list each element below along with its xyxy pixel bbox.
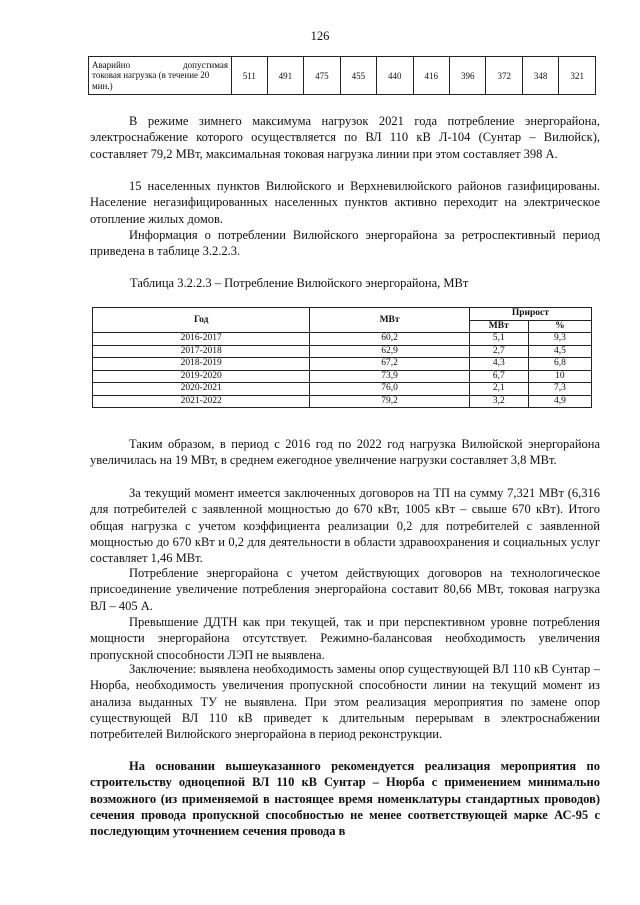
paragraph: В режиме зимнего максимума нагрузок 2021 года потребление энергорайона, электроснабжение которого осуществляется по ВЛ 110 кВ Л-104 (Сунтар – Вилюйск), составляет 79,2 МВт, максимальная токовая нагрузка линии при этом составляет 398 А. [90,114,600,161]
table-cell: 396 [450,57,486,95]
table-cell: 475 [304,57,340,95]
paragraph: Информация о потреблении Вилюйского энергорайона за ретроспективный период приведена в таблице 3.2.2.3. [90,228,600,259]
table-header-row [93,308,592,321]
paragraph: Превышение ДДТН как при текущей, так и при перспективном уровне потребления мощности энергорайона отсутствует. Режимно-балансовая необходимость увеличения пропускной способности ЛЭП не выявлена. [90,615,600,662]
current-load-table [88,56,596,95]
table-row [89,57,596,95]
table-row: 2017-2018 62,9 2,7 4,5 [93,345,592,358]
table-caption: Таблица 3.2.2.3 – Потребление Вилюйского энергорайона, МВт [130,276,469,290]
table-cell: 372 [486,57,522,95]
header-year: Год [93,308,310,333]
table-row: 2016-2017 60,2 5,1 9,3 [93,333,592,346]
paragraph: Потребление энергорайона с учетом действующих договоров на технологическое присоединение увеличение потребления энергорайона составит 80,66 МВт, токовая нагрузка ВЛ – 405 А. [90,566,600,613]
table-row: 2018-2019 67,2 4,3 6,8 [93,358,592,371]
table-cell: 511 [232,57,268,95]
table-cell: 416 [413,57,449,95]
header-mw: МВт [310,308,469,333]
row-label: Аварийно допустимая токовая нагрузка (в течение 20 мин.) [89,57,232,95]
paragraph-bold: На основании вышеуказанного рекомендуется реализация мероприятия по строительству одноцепной ВЛ 110 кВ Сунтар – Нюрба с применением минимально возможного (из применяемой в настоящее время номенклатуры стандартных проводов) сечения провода пропускной способностью не менее соответствующей марке АС-95 с последующим уточнением сечения провода в [90,759,600,839]
table-cell: 321 [559,57,596,95]
table-row: 2020-2021 76,0 2,1 7,3 [93,383,592,396]
paragraph: Таким образом, в период с 2016 год по 2022 год нагрузка Вилюйской энергорайона увеличилась на 19 МВт, в среднем ежегодное увеличение нагрузки составляет 3,8 МВт. [90,437,600,468]
paragraph: За текущий момент имеется заключенных договоров на ТП на сумму 7,321 МВт (6,316 для потребителей с заявленной мощностью до 670 кВт, 1005 кВт – свыше 670 кВт). Итого общая нагрузка с учетом коэффициента реализации 0,2 для потребителей с заявленной мощностью до 670 кВт и 0,2 для деятельности в области здравоохранения и социальных услуг составляет 1,46 МВт. [90,486,600,566]
table-cell: 348 [522,57,558,95]
table-row: 2021-2022 79,2 3,2 4,9 [93,395,592,408]
paragraph: Заключение: выявлена необходимость замены опор существующей ВЛ 110 кВ Сунтар – Нюрба, необходимость увеличения пропускной способности линии на текущий момент из анализа выданных ТУ не выявлена. При этом реализация мероприятия по замене опор существующей ВЛ 110 кВ приведет к длительным перерывам в электроснабжении потребителей Вилюйского энергорайона в период реконструкции. [90,662,600,742]
header-growth-pct: % [528,320,591,333]
paragraph: 15 населенных пунктов Вилюйского и Верхневилюйского районов газифицированы. Население негазифицированных населенных пунктов активно переходит на электрическое отопление жилых домов. [90,179,600,226]
consumption-table [92,307,592,408]
table-cell: 491 [267,57,303,95]
table-cell: 455 [340,57,376,95]
header-growth: Прирост [469,308,591,321]
table-row: 2019-2020 73,9 6,7 10 [93,370,592,383]
table-cell: 440 [377,57,413,95]
header-growth-mw: МВт [469,320,528,333]
page-number: 126 [310,29,330,43]
